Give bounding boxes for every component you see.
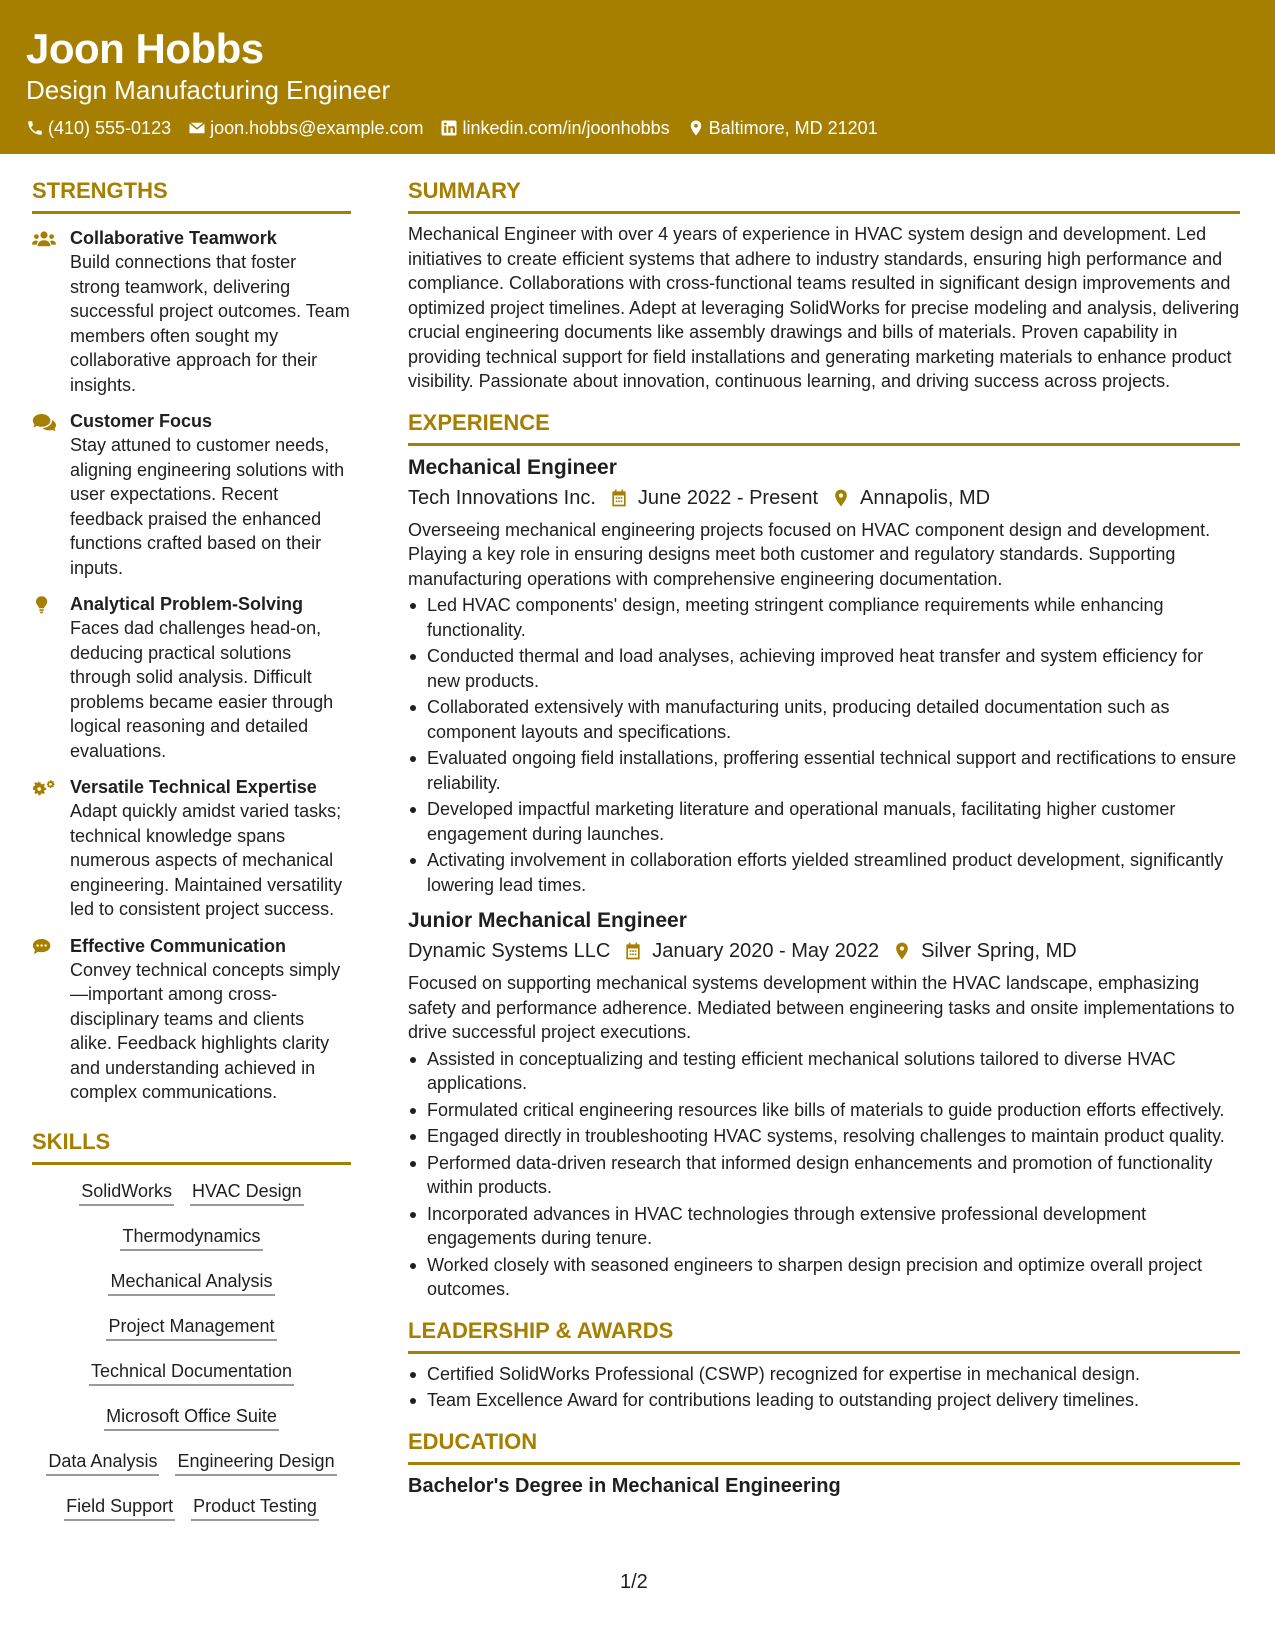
strength-item [32,226,351,397]
education-heading: EDUCATION [408,1427,1240,1465]
skills-row [32,1449,351,1476]
skills-row [32,1494,351,1521]
skills-row [32,1179,351,1206]
list-item: Worked closely with seasoned engineers to sharpen design precision and optimize overall project outcomes. [408,1253,1240,1302]
contact-linkedin[interactable] [440,116,669,140]
contact-email[interactable] [188,116,423,140]
calendar-icon [609,488,629,508]
job-company: Tech Innovations Inc. [408,486,596,509]
strength-item [32,409,351,580]
strength-description: Stay attuned to customer needs, aligning engineering solutions with user expectations. Recent feedback praised the enhanced functions crafted based on their inputs. [70,435,345,578]
skills-row [32,1359,351,1386]
skill-tag: Project Management [106,1314,276,1341]
summary-text: Mechanical Engineer with over 4 years of experience in HVAC system design and development. Led initiatives to create efficient systems that adhere to industry standards, ensuring high performance and compliance. Collaborations with cross-functional teams resulted in significant design improvements and optimized project timelines. Adept at leveraging SolidWorks for precise modeling and analysis, delivering crucial engineering documents like assembly drawings and bills of materials. Proven capability in providing technical support for field installations and generating marketing materials to enhance product visibility. Passionate about innovation, continuous learning, and driving success across projects. [408,224,1240,391]
list-item: Performed data-driven research that informed design enhancements and promotion of functionality within products. [408,1151,1240,1200]
strength-description: Adapt quickly amidst varied tasks; technical knowledge spans numerous aspects of mechanical engineering. Maintained versatility led to consistent project success. [70,801,343,919]
skills-row [32,1404,351,1431]
job-meta [408,484,1240,512]
skills-list [32,1173,351,1521]
experience-heading: EXPERIENCE [408,408,1240,446]
contact-phone [26,116,171,140]
map-marker-icon [892,941,912,961]
job-bullets [408,1047,1240,1302]
job-description: Overseeing mechanical engineering projects focused on HVAC component design and development. Playing a key role in ensuring designs meet both customer and regulatory standards. Supporting manufacturing operations with comprehensive engineering documentation. [408,519,1211,589]
list-item: Team Excellence Award for contributions leading to outstanding project delivery timelines. [408,1388,1240,1413]
left-column [32,176,351,1539]
strengths-list [32,222,351,1105]
users-icon [32,229,56,249]
contact-location [687,116,878,140]
map-marker-icon [831,488,851,508]
job-bullets [408,593,1240,897]
list-item: Assisted in conceptualizing and testing efficient mechanical solutions tailored to diverse HVAC applications. [408,1047,1240,1096]
location-text: Baltimore, MD 21201 [708,118,878,138]
strength-description: Build connections that foster strong teamwork, delivering successful project outcomes. Team members often sought my collaborative approach for their insights. [70,252,350,395]
strengths-heading: STRENGTHS [32,176,351,214]
email-text[interactable]: joon.hobbs@example.com [210,118,424,138]
strength-title: Versatile Technical Expertise [70,777,317,797]
strength-description: Faces dad challenges head-on, deducing practical solutions through solid analysis. Difficult problems became easier through logical reasoning and detailed evaluations. [70,618,334,761]
skill-tag: Mechanical Analysis [108,1269,274,1296]
list-item: Certified SolidWorks Professional (CSWP) recognized for expertise in mechanical design. [408,1362,1240,1387]
job-company: Dynamic Systems LLC [408,940,611,962]
list-item: Collaborated extensively with manufacturing units, producing detailed documentation such as component layouts and specifications. [408,695,1240,744]
skills-heading: SKILLS [32,1127,351,1165]
phone-text: (410) 555-0123 [48,118,172,138]
skill-tag: Product Testing [191,1494,319,1521]
skill-tag: SolidWorks [79,1179,174,1206]
job-location: Annapolis, MD [860,486,991,509]
skills-row [32,1314,351,1341]
contact-row [26,116,1275,140]
job-entry [408,454,1240,898]
job-dates: June 2022 - Present [637,486,819,509]
strength-title: Customer Focus [70,411,213,431]
strength-title: Effective Communication [70,935,287,956]
skill-tag: Field Support [64,1494,175,1521]
list-item: Conducted thermal and load analyses, achieving improved heat transfer and system efficiency for new products. [408,644,1240,693]
candidate-name: Joon Hobbs [26,25,264,72]
right-column [408,176,1240,1499]
job-location: Silver Spring, MD [921,940,1077,962]
lightbulb-icon [32,595,56,615]
skills-row [32,1269,351,1296]
list-item: Incorporated advances in HVAC technologies through extensive professional development engagements during tenure. [408,1202,1240,1251]
page-number: 1/2 [620,1571,648,1593]
skill-tag: Data Analysis [46,1449,159,1476]
resume-header [0,0,1275,154]
cogs-icon [32,778,56,798]
education-degree: Bachelor's Degree in Mechanical Engineering [408,1474,841,1497]
envelope-icon [188,119,206,137]
job-title: Junior Mechanical Engineer [408,909,687,932]
skill-tag: HVAC Design [190,1179,304,1206]
calendar-icon [623,941,643,961]
list-item: Evaluated ongoing field installations, proffering essential technical support and rectifications to ensure reliability. [408,746,1240,795]
skills-row [32,1224,351,1251]
list-item: Developed impactful marketing literature and operational manuals, facilitating higher customer engagement during launches. [408,797,1240,846]
phone-icon [26,119,44,137]
strength-title: Collaborative Teamwork [70,228,277,248]
job-title: Mechanical Engineer [408,455,617,479]
job-entry [408,907,1240,1302]
list-item: Activating involvement in collaboration efforts yielded streamlined product development, significantly lowering lead times. [408,848,1240,897]
leadership-list [408,1362,1240,1413]
skill-tag: Microsoft Office Suite [104,1404,279,1431]
strength-item [32,934,351,1105]
list-item: Led HVAC components' design, meeting stringent compliance requirements while enhancing functionality. [408,593,1240,642]
candidate-title: Design Manufacturing Engineer [26,75,391,105]
comments-icon [32,412,56,432]
strength-description: Convey technical concepts simply—important among cross-disciplinary teams and clients alike. Feedback highlights clarity and understanding achieved in complex communications. [70,959,341,1102]
linkedin-text[interactable]: linkedin.com/in/joonhobbs [462,118,670,138]
strength-item [32,592,351,763]
comment-dots-icon [32,937,56,957]
summary-heading: SUMMARY [408,176,1240,214]
strength-title: Analytical Problem-Solving [70,594,304,614]
list-item: Engaged directly in troubleshooting HVAC systems, resolving challenges to maintain product quality. [408,1124,1240,1149]
linkedin-icon [440,119,458,137]
strength-item [32,775,351,922]
skill-tag: Engineering Design [175,1449,336,1476]
skill-tag: Thermodynamics [120,1224,262,1251]
job-dates: January 2020 - May 2022 [652,940,880,962]
map-marker-icon [687,119,705,137]
list-item: Formulated critical engineering resources like bills of materials to guide production efforts effectively. [408,1098,1240,1123]
skill-tag: Technical Documentation [89,1359,294,1386]
leadership-heading: LEADERSHIP & AWARDS [408,1316,1240,1354]
job-description: Focused on supporting mechanical systems development within the HVAC landscape, emphasizing safety and performance adherence. Mediated between engineering tasks and onsite implementations to drive successful project executions. [408,973,1235,1042]
job-meta [408,937,1240,965]
